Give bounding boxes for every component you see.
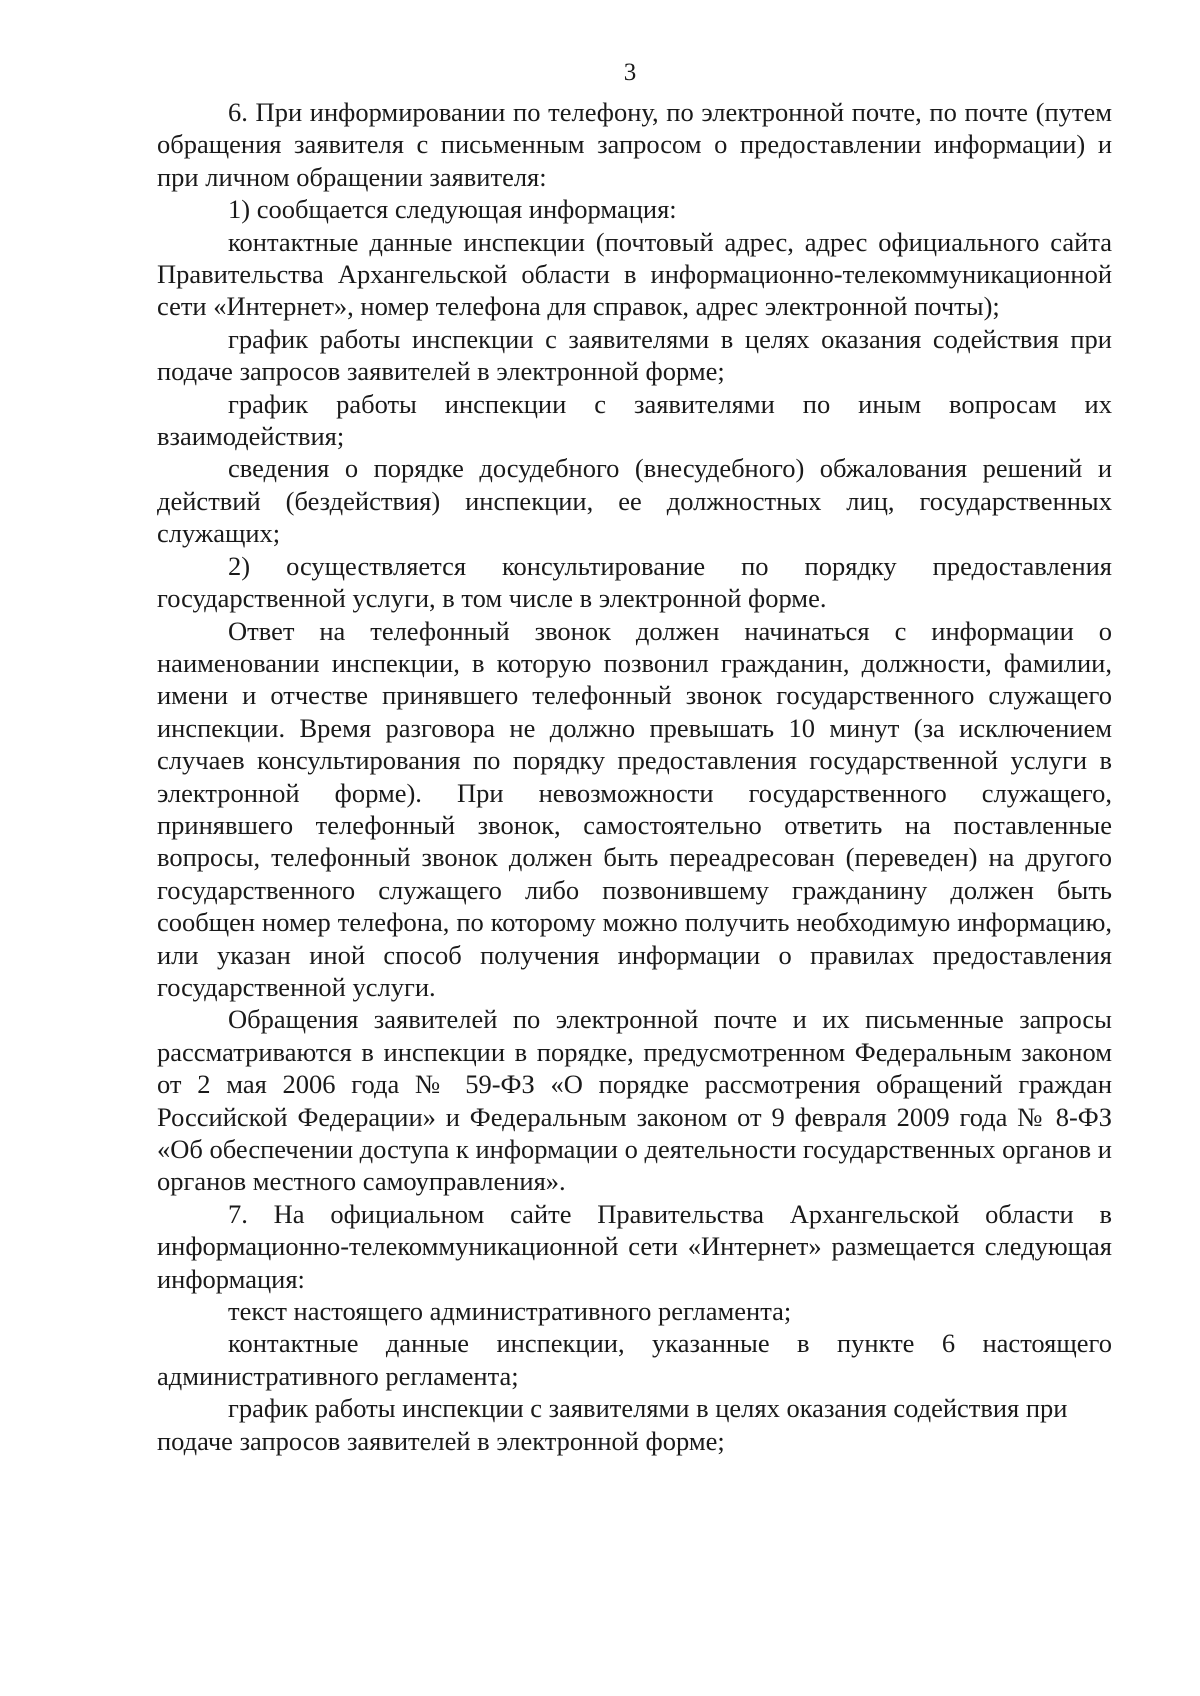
paragraph-appeal-info: сведения о порядке досудебного (внесудебного) обжалования решений и действий (бездействия) инспекции, ее должностных лиц, государственных служащих; [157, 453, 1112, 549]
paragraph-contact-ref: контактные данные инспекции, указанные в пункте 6 настоящего административного регламента; [157, 1328, 1112, 1391]
paragraph-schedule-electronic-2: график работы инспекции с заявителями в целях оказания содействия при подаче запросов заявителей в электронной форме; [157, 1393, 1068, 1456]
paragraph-schedule-other: график работы инспекции с заявителями по иным вопросам их взаимодействия; [157, 388, 1112, 452]
paragraph-item-2: 2) осуществляется консультирование по порядку предоставления государственной услуги, в том числе в электронной форме. [157, 550, 1112, 614]
paragraph-7-intro: 7. На официальном сайте Правительства Архангельской области в информационно-телекоммуникационной сети «Интернет» размещается следующая информация: [157, 1198, 1112, 1294]
paragraph-regulation-text: текст настоящего административного регламента; [228, 1296, 792, 1327]
paragraph-contact-data: контактные данные инспекции (почтовый адрес, адрес официального сайта Правительства Архангельской области в информационно-телекоммуникационной сети «Интернет», номер телефона для справок, адрес электронной почты); [157, 226, 1112, 322]
paragraph-schedule-electronic: график работы инспекции с заявителями в целях оказания содействия при подаче запросов заявителей в электронной форме; [157, 323, 1112, 387]
paragraph-email-requests: Обращения заявителей по электронной почте и их письменные запросы рассматриваются в инспекции в порядке, предусмотренном Федеральным законом от 2 мая 2006 года № 59-ФЗ «О порядке рассмотрения обращений граждан Российской Федерации» и Федеральным законом от 9 февраля 2009 года № 8-ФЗ «Об обеспечении доступа к информации о деятельности государственных органов и органов местного самоуправления». [157, 1004, 1112, 1197]
document-body [157, 96, 1112, 1457]
paragraph-item-1: 1) сообщается следующая информация: [228, 194, 677, 225]
page-number: 3 [623, 59, 637, 86]
paragraph-phone-answer: Ответ на телефонный звонок должен начинаться с информации о наименовании инспекции, в которую позвонил гражданин, должности, фамилии, имени и отчестве принявшего телефонный звонок государственного служащего инспекции. Время разговора не должно превышать 10 минут (за исключением случаев консультирования по порядку предоставления государственной услуги в электронной форме). При невозможности государственного служащего, принявшего телефонный звонок, самостоятельно ответить на поставленные вопросы, телефонный звонок должен быть переадресован (переведен) на другого государственного служащего либо позвонившему гражданину должен быть сообщен номер телефона, по которому можно получить необходимую информацию, или указан иной способ получения информации о правилах предоставления государственной услуги. [157, 615, 1112, 1002]
paragraph-6-intro: 6. При информировании по телефону, по электронной почте, по почте (путем обращения заявителя с письменным запросом о предоставлении информации) и при личном обращении заявителя: [157, 97, 1112, 192]
